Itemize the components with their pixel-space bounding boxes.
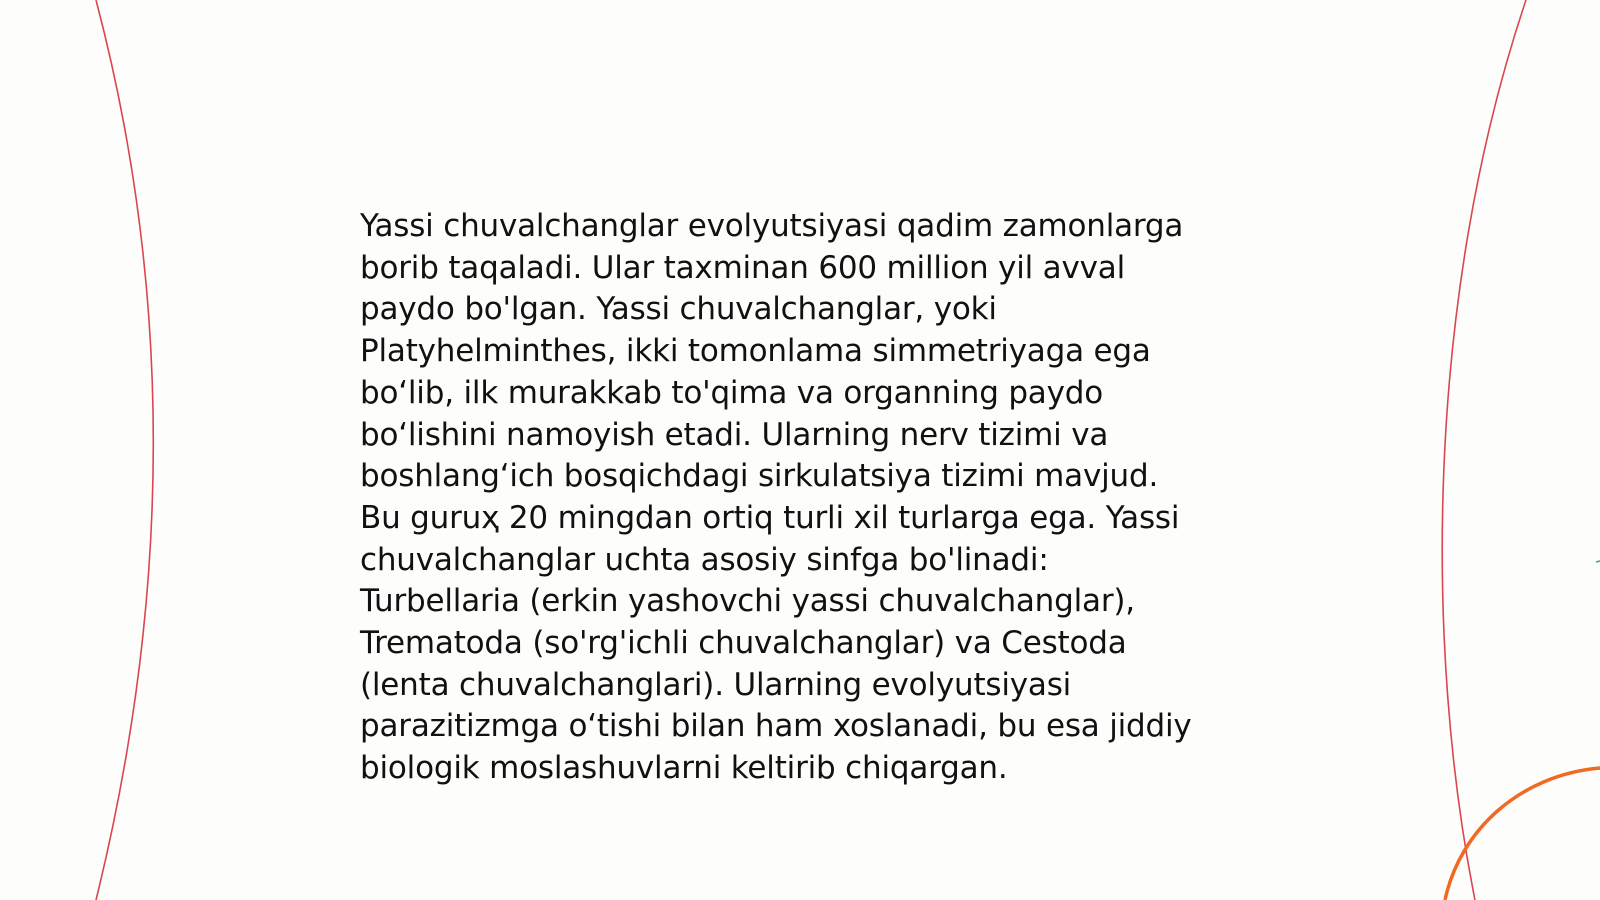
text-line: boshlang‘ich bosqichdagi sirkulatsiya tizimi mavjud.	[360, 458, 1159, 495]
text-line: paydo bo'lgan. Yassi chuvalchanglar, yoki	[360, 291, 997, 328]
text-line: (lenta chuvalchanglari). Ularning evolyutsiyasi	[360, 666, 1072, 703]
text-line: Yassi chuvalchanglar evolyutsiyasi qadim zamonlarga	[360, 208, 1184, 244]
right-edge-mark	[1596, 561, 1600, 562]
text-line: Turbellaria (erkin yashovchi yassi chuvalchanglar),	[360, 583, 1135, 620]
body-paragraph	[360, 206, 1260, 790]
text-line: bo‘lib, ilk murakkab to'qima va organning paydo	[360, 374, 1103, 411]
text-line: parazitizmga o‘tishi bilan ham xoslanadi, bu esa jiddiy	[360, 708, 1192, 745]
text-line: Trematoda (so'rg'ichli chuvalchanglar) va Cestoda	[360, 625, 1127, 662]
right-red-curve	[1442, 0, 1526, 900]
left-red-curve	[96, 0, 153, 900]
text-line: chuvalchanglar uchta asosiy sinfga bo'linadi:	[360, 541, 1049, 578]
bottom-right-orange-arc	[1445, 768, 1600, 900]
text-line: biologik moslashuvlarni keltirib chiqargan.	[360, 750, 1008, 787]
text-line: Platyhelminthes, ikki tomonlama simmetriyaga ega	[360, 333, 1151, 370]
text-line: Bu guruҳ 20 mingdan ortiq turli xil turlarga ega. Yassi	[360, 499, 1180, 536]
text-line: bo‘lishini namoyish etadi. Ularning nerv tizimi va	[360, 416, 1109, 453]
text-line: borib taqaladi. Ular taxminan 600 million yil avval	[360, 249, 1125, 286]
